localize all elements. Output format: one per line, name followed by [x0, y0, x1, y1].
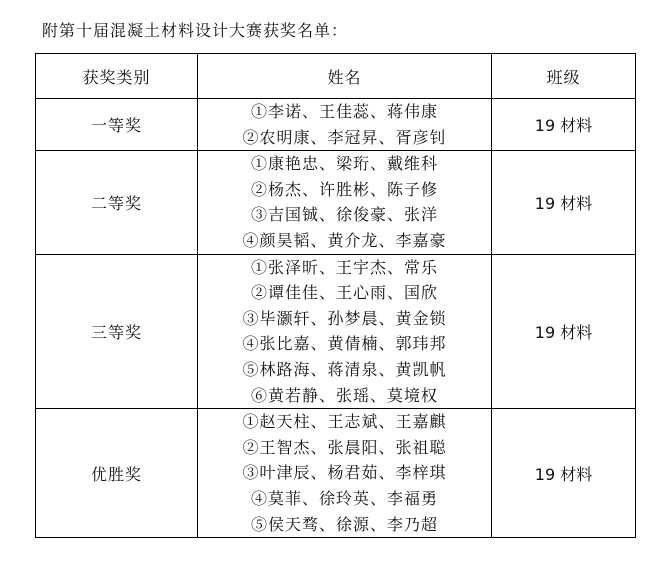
- winner-group: ⑤林路海、蒋清泉、黄凯帆: [242, 359, 447, 379]
- winner-group: ①张泽昕、王宇杰、常乐: [250, 257, 438, 277]
- table-row: [36, 254, 636, 409]
- winner-group: ⑤侯天骛、徐源、李乃超: [250, 514, 438, 534]
- winner-names: [198, 151, 492, 254]
- winner-group: ②谭佳佳、王心雨、国欣: [250, 283, 438, 303]
- winner-group: ⑥黄若静、张瑶、莫境权: [250, 385, 438, 405]
- winner-group: ①赵天柱、王志斌、王嘉麒: [242, 412, 447, 432]
- table-row: [36, 99, 636, 151]
- table-row: [36, 151, 636, 254]
- header-names: 姓名: [198, 54, 492, 99]
- winner-group: ④莫菲、徐玲英、李福勇: [250, 488, 438, 508]
- winner-group: ②杨杰、许胜彬、陈子修: [250, 179, 438, 199]
- header-class: 班级: [492, 54, 636, 99]
- award-category: 一等奖: [36, 99, 198, 151]
- winner-names: [198, 254, 492, 409]
- class-name: 19 材料: [492, 99, 636, 151]
- class-name: 19 材料: [492, 409, 636, 538]
- award-category: 二等奖: [36, 151, 198, 254]
- winner-names: [198, 409, 492, 538]
- winner-group: ②农明康、李冠昇、胥彦钊: [242, 127, 447, 147]
- winner-group: ①李诺、王佳蕊、蒋伟康: [250, 102, 438, 121]
- winner-names: [198, 99, 492, 151]
- class-name: 19 材料: [492, 254, 636, 409]
- award-category: 三等奖: [36, 254, 198, 409]
- winner-group: ④张比嘉、黄倩楠、郭玮邦: [242, 334, 447, 354]
- winner-group: ③叶津辰、杨君茹、李梓琪: [242, 463, 447, 483]
- page-heading: 附第十届混凝土材料设计大赛获奖名单：: [42, 21, 349, 40]
- award-category: 优胜奖: [36, 409, 198, 538]
- winner-group: ③毕灏轩、孙梦晨、黄金锁: [242, 308, 447, 328]
- winner-group: ③吉国铖、徐俊豪、张洋: [250, 205, 438, 225]
- table-row: [36, 409, 636, 538]
- award-table: [35, 53, 636, 538]
- winner-group: ④颜昊韬、黄介龙、李嘉豪: [242, 230, 447, 250]
- winner-group: ①康艳忠、梁珩、戴维科: [250, 154, 438, 174]
- header-category: 获奖类别: [36, 54, 198, 99]
- class-name: 19 材料: [492, 151, 636, 254]
- winner-group: ②王智杰、张晨阳、张祖聪: [242, 437, 447, 457]
- table-header-row: [36, 54, 636, 99]
